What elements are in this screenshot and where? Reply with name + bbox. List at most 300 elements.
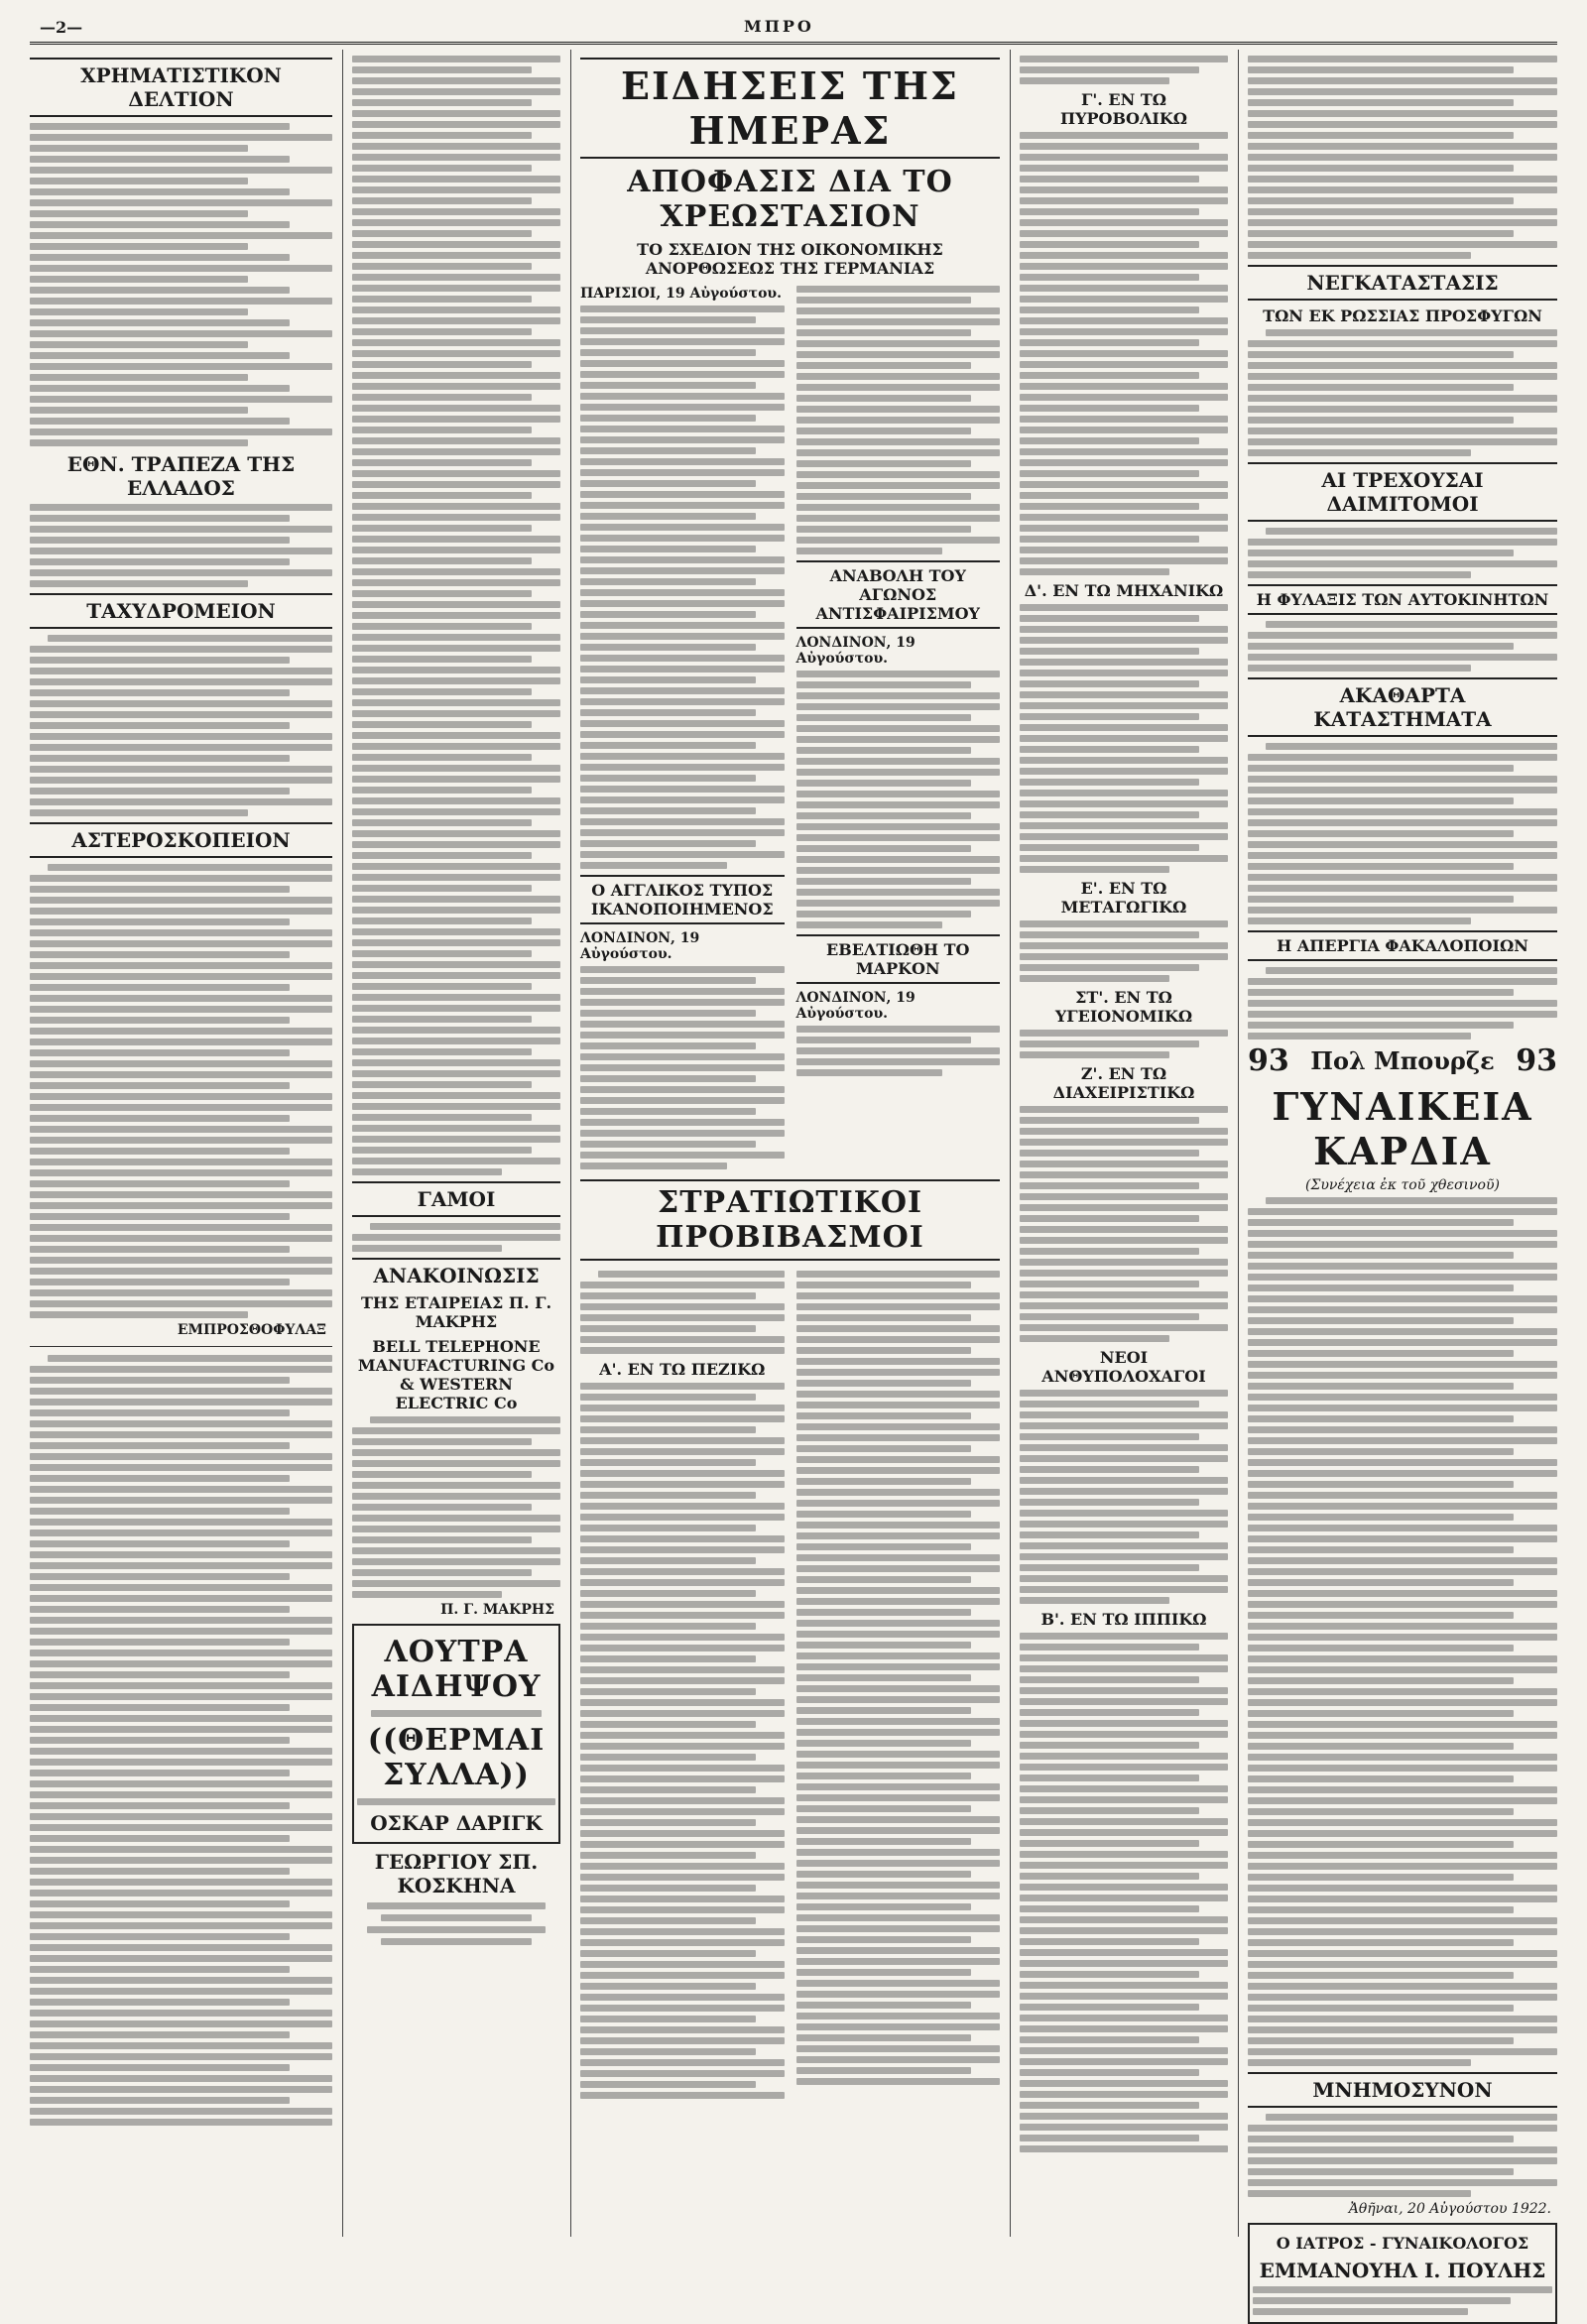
text-line [30,526,332,533]
text-line [796,1674,972,1681]
text-line [796,900,1001,907]
text-line [352,361,532,368]
text-line [1248,830,1514,837]
text-line [1020,1204,1228,1211]
text-line [352,557,532,564]
text-line [1248,406,1557,413]
text-line [352,317,560,324]
text-line [1020,1542,1228,1549]
text-line [1020,77,1169,84]
masthead [30,17,1557,45]
text-line [1020,648,1199,655]
heading-poulis: ΕΜΜΑΝΟΥΗΛ Ι. ΠΟΥΛΗΣ [1259,2259,1546,2282]
text-line [352,197,532,204]
text-line [1248,1426,1557,1433]
text-line [1248,252,1471,259]
text-line [796,1423,1001,1430]
text-line [580,1010,756,1017]
text-line [30,1224,332,1231]
text-line [30,1093,332,1100]
page-number: —2— [40,18,83,37]
text-line [352,1515,560,1522]
text-line [580,999,785,1006]
text-line [796,1282,972,1288]
text-line [1020,2135,1199,2141]
text-line [370,1416,560,1423]
text-line [1248,2157,1557,2164]
text-line [1020,132,1228,139]
text-line [1020,1281,1199,1287]
text-line [796,791,1001,797]
text-line [580,306,785,312]
text-line [1020,1128,1228,1135]
text-line [1020,1796,1228,1803]
text-line [580,491,785,498]
text-line [1248,1274,1557,1281]
text-line [30,1999,290,2006]
text-line [1248,1732,1557,1739]
text-line [580,1557,756,1564]
text-line [580,851,785,858]
text-line [1248,1699,1557,1706]
heading-refugee-settlement: ΝΕΓΚΑΤΑΣΤΑΣΙΣ [1248,265,1557,301]
text-line [1020,800,1228,807]
text-line [352,601,560,608]
text-line [796,1047,1001,1054]
text-line [1248,1492,1557,1499]
text-line [1248,665,1471,672]
text-line [352,208,560,215]
text-line [796,1751,1001,1758]
text-line [580,1939,785,1946]
text-line [30,1911,332,1918]
text-line [352,1038,560,1044]
text-line [580,1623,756,1630]
text-line [352,634,560,641]
text-line [580,644,756,651]
text-line [352,1493,560,1500]
text-line [1020,724,1228,731]
text-line [30,1813,332,1820]
text-line [580,655,785,662]
text-line [1020,1785,1228,1792]
text-line [1266,2114,1557,2121]
text-line [352,994,560,1001]
text-line [30,1562,332,1569]
text-line [30,319,290,326]
text-line [1248,841,1557,848]
text-line [30,145,248,152]
text-line [580,1108,756,1115]
text-line [30,352,290,359]
text-line [1248,1896,1557,1902]
text-line [367,1926,547,1933]
text-line [1020,1862,1228,1869]
text-line [1248,1797,1557,1804]
text-line [1248,449,1471,456]
text-line [381,1938,531,1945]
text-line [1020,626,1228,633]
text-line [796,1445,972,1452]
text-line [30,287,290,294]
heading-womans-heart: ΓΥΝΑΙΚΕΙΑ ΚΑΡΔΙΑ [1272,1084,1533,1173]
text-line [1020,437,1199,444]
text-line [580,469,785,476]
text-line [580,600,785,607]
signature-emprosthofylax: ΕΜΠΡΟΣΘΟΦΥΛΑΞ [177,1322,326,1338]
text-line [352,405,560,412]
text-line [580,1086,785,1093]
text-line [1248,66,1514,73]
text-line [48,1355,332,1362]
text-line [30,1039,332,1045]
text-line [1248,885,1557,892]
text-line [1020,372,1199,379]
text-line [1020,350,1228,357]
text-line [1248,1754,1557,1761]
text-line [30,1770,290,1776]
text-line [580,1710,785,1717]
text-line [796,1642,972,1649]
text-line [30,951,290,958]
text-line [580,1819,756,1826]
text-line [796,1325,1001,1332]
text-line [1020,66,1199,73]
text-line [796,1816,1001,1823]
text-line [796,1849,1001,1856]
text-line [352,863,560,870]
text-line [30,1595,332,1602]
text-line [580,807,756,814]
text-line [1020,1182,1199,1189]
text-line [30,418,290,425]
text-line [352,252,560,259]
heading-running-trams: ΑΙ ΤΡΕΧΟΥΣΑΙ ΔΑΙΜΙΤΟΜΟΙ [1248,462,1557,522]
text-line [580,1721,756,1728]
text-line [796,1925,1001,1932]
text-line [30,1671,290,1678]
text-line [1248,1208,1557,1215]
text-line [796,801,1001,808]
text-line [1248,1437,1557,1444]
text-line [352,525,532,532]
text-line [30,1213,290,1220]
text-line [796,2013,1001,2019]
heading-car-custody: Η ΦΥΛΑΞΙΣ ΤΩΝ ΑΥΤΟΚΙΝΗΤΩΝ [1248,584,1557,615]
text-line [1248,787,1557,794]
text-line [352,688,532,695]
text-line [1248,362,1557,369]
text-line [1020,942,1228,949]
text-line [352,503,560,510]
text-line [30,1726,332,1733]
text-line [352,950,532,957]
text-line [1020,1818,1228,1825]
text-line [796,1037,972,1043]
text-line [580,796,785,803]
text-line [580,578,756,585]
text-line [1020,143,1199,150]
text-line [352,1136,560,1143]
text-line [580,1282,785,1288]
text-line [1248,417,1514,424]
text-line [796,428,972,434]
text-line [1248,121,1557,128]
text-line [796,2045,1001,2052]
text-line [580,1655,756,1662]
text-line [580,2026,785,2033]
text-line [352,88,560,95]
text-line [1020,1270,1228,1277]
text-line [1248,1306,1557,1313]
text-line [580,404,785,411]
text-line [30,1475,290,1482]
text-line [352,721,532,728]
text-line [30,1366,332,1373]
text-line [796,1893,1001,1899]
text-line [1248,154,1557,161]
text-line [580,2037,785,2044]
text-line [30,1890,332,1896]
text-line [580,1994,785,2001]
text-line [1020,448,1228,455]
text-line [30,1944,332,1951]
text-line [352,1536,532,1543]
text-line [352,1449,560,1456]
text-line [352,77,560,84]
text-line [30,1279,290,1285]
text-line [352,143,560,150]
text-line [1020,1510,1228,1517]
text-line [30,984,290,991]
text-line [1020,154,1228,161]
text-line [1248,1972,1514,1979]
text-line [30,1529,332,1536]
text-line [1020,1720,1228,1727]
text-line [1020,713,1199,720]
dateline-london-2: ΛΟΝΔΙΝΟΝ, 19 Αὐγούστου. [580,930,700,962]
text-line [1020,1422,1228,1429]
text-line [30,657,290,664]
text-line [30,1650,332,1656]
text-line [352,710,560,717]
text-line [30,2010,332,2017]
text-line [796,1434,1001,1441]
text-line [796,2067,972,2074]
text-line [30,689,290,696]
text-line [352,219,560,226]
text-line [1248,1994,1557,2001]
text-line [30,210,248,217]
text-line [796,1740,972,1747]
text-line [30,548,332,554]
text-line [580,1459,756,1466]
text-line [1020,186,1228,193]
advert-aidipsos [352,1624,560,1844]
text-line [352,492,532,499]
text-line [1020,811,1199,818]
text-line [352,787,532,794]
text-line [580,1928,785,1935]
text-line [580,2048,756,2055]
text-line [30,700,332,707]
text-line [1020,670,1228,676]
text-line [30,1082,290,1089]
text-line [580,1983,756,1990]
text-line [1020,1687,1228,1694]
text-line [1248,1022,1514,1029]
text-line [1020,1709,1199,1716]
text-line [1248,395,1557,402]
text-line [352,416,560,423]
text-line [30,1311,248,1318]
text-line [796,1522,1001,1529]
text-line [1248,1557,1557,1564]
text-line [1248,2026,1557,2033]
text-line [796,921,943,928]
text-line [352,579,560,586]
text-line [1248,1885,1557,1892]
text-line [1253,2297,1511,2304]
text-line [580,676,756,683]
text-line [1248,1350,1514,1357]
heading-unclean-shops: ΑΚΑΘΑΡΤΑ ΚΑΤΑΣΤΗΜΑΤΑ [1248,677,1557,737]
text-line [352,917,532,924]
text-line [580,1743,785,1750]
text-line [30,504,332,511]
text-line [580,1405,785,1411]
text-line [580,1481,785,1488]
text-line [1020,2145,1228,2152]
text-line [1248,1579,1514,1586]
column-rule [570,50,571,2237]
text-line [1248,1525,1557,1531]
text-line [30,341,248,348]
text-line [30,2064,290,2071]
text-line [352,1569,532,1576]
text-line [1248,1568,1557,1575]
text-line [30,396,332,403]
text-line [580,1863,785,1870]
text-line [1248,1939,1514,1946]
text-line [1248,776,1557,783]
text-line [580,316,756,323]
text-line [1020,56,1228,62]
text-line [796,1511,972,1518]
text-line [1266,967,1557,974]
column-4 [1020,52,1228,2234]
text-line [30,886,290,893]
text-line [580,371,785,378]
text-line [1248,1546,1514,1553]
text-line [1248,1317,1514,1324]
text-line [1020,1313,1199,1320]
text-line [1248,340,1557,347]
text-line [30,1049,290,1056]
text-line [796,1860,1001,1867]
text-line [1020,1488,1228,1495]
text-line [1020,691,1228,698]
text-line [1020,2113,1228,2120]
text-line [1266,743,1557,750]
text-line [1248,907,1557,914]
text-line [796,504,1001,511]
text-line [796,548,943,554]
text-line [580,1874,785,1881]
text-line [580,829,785,836]
text-line [1248,1601,1557,1608]
text-line [1248,2168,1514,2175]
text-line [796,1489,1001,1496]
text-line [1020,470,1199,477]
text-line [30,1159,332,1165]
text-line [796,1718,1001,1725]
text-line [1248,754,1557,761]
dateline-paris: ΠΑΡΙΣΙΟΙ, 19 Αὐγούστου. [580,286,782,302]
text-line [1020,1040,1199,1047]
heading-oskar-darigk: ΟΣΚΑΡ ΔΑΡΙΓΚ [370,1811,543,1835]
text-line [580,1666,785,1673]
text-line [30,1071,332,1078]
text-line [796,1805,972,1812]
text-line [796,1762,1001,1769]
text-line [30,134,332,141]
text-line [1248,77,1557,84]
text-line [30,1846,332,1853]
text-line [1248,1405,1557,1411]
text-line [30,188,290,195]
text-line [352,186,560,193]
text-line [352,121,560,128]
text-line [30,1835,290,1842]
text-line [1020,557,1228,564]
text-line [1248,1874,1514,1881]
text-line [1020,1753,1228,1760]
text-line [367,1902,547,1909]
text-line [30,1540,290,1547]
text-line [1020,1444,1228,1451]
serial-number-right: 93 [1516,1043,1557,1078]
heading-bell-telephone: BELL TELEPHONE MANUFACTURING Co & WESTERN ELECTRIC Co [357,1337,555,1412]
text-line [1020,1938,1199,1945]
text-line [352,590,532,597]
text-line [796,1380,972,1387]
text-line [352,1558,560,1565]
text-line [796,471,1001,478]
column-2 [352,52,560,2234]
text-line [1020,822,1228,829]
text-line [352,699,560,706]
text-line [1020,615,1199,622]
text-line [30,428,332,435]
column-5 [1248,52,1557,2282]
text-line [1248,1852,1557,1859]
text-line [357,1798,555,1805]
text-line [352,154,560,161]
text-line [580,546,756,552]
text-line [1248,1819,1557,1826]
text-line [1248,438,1557,445]
text-line [796,482,1001,489]
text-line [1248,632,1557,639]
text-line [1020,1466,1199,1473]
text-line [1248,808,1557,815]
text-line [580,753,785,760]
text-line [1266,1197,1557,1204]
text-line [796,681,972,688]
heading-military-promotions: ΣΤΡΑΤΙΩΤΙΚΟΙ ΠΡΟΒΙΒΑΣΜΟΙ [580,1179,1000,1261]
text-line [796,307,1001,314]
